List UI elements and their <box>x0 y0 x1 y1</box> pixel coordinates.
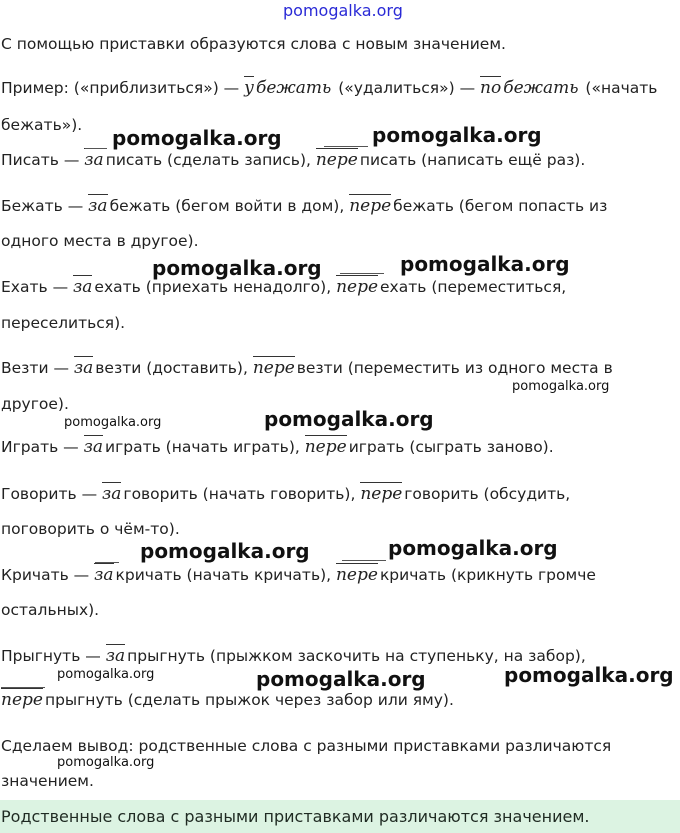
pair-line <box>1 646 586 666</box>
pair-text-2: говорить (обсудить, <box>404 485 571 503</box>
prefix-pere: пере <box>336 277 379 297</box>
pair-text-2: бежать (бегом попасть из <box>393 197 608 215</box>
prefix-za: за <box>105 646 126 666</box>
base-word: Играть <box>1 438 59 456</box>
prefix-pere: пере <box>360 484 403 504</box>
example-line <box>1 78 657 98</box>
pair-line-cont <box>1 690 454 710</box>
watermark-underline <box>324 146 368 147</box>
pair-text-2: прыгнуть (сделать прыжок через забор или яму). <box>44 691 454 709</box>
dash: — <box>58 151 85 169</box>
watermark: pomogalka.org <box>264 407 434 431</box>
watermark: pomogalka.org <box>57 755 155 770</box>
dash: — <box>58 438 84 456</box>
base-word: Писать <box>1 151 59 169</box>
conclusion-text-2: значением. <box>1 772 94 790</box>
pair-text-2: играть (сыграть заново). <box>348 438 554 456</box>
pair-text-1: писать (сделать запись), <box>105 151 316 169</box>
dash: — <box>48 359 74 377</box>
pair-line-cont: поговорить о чём-то). <box>1 520 180 538</box>
prefix-za: за <box>73 277 93 297</box>
watermark: pomogalka.org <box>140 539 310 563</box>
prefix-za: за <box>94 565 114 585</box>
example-line-2: бежать»). <box>1 116 83 134</box>
example-word-2: бежать <box>503 78 579 98</box>
base-word: Бежать <box>1 197 63 215</box>
pair-text-2: ехать (переместиться, <box>380 278 567 296</box>
dash: — <box>80 647 106 665</box>
watermark: pomogalka.org <box>388 536 558 560</box>
dash: — <box>47 278 73 296</box>
prefix-za: за <box>88 196 108 216</box>
pair-text-1: бежать (бегом войти в дом), <box>109 197 350 215</box>
watermark-underline <box>1 687 45 688</box>
dash: — <box>76 485 102 503</box>
base-word: Везти <box>1 359 49 377</box>
pair-text-1: кричать (начать кричать), <box>115 566 336 584</box>
watermark-underline <box>342 560 386 561</box>
prefix-za: за <box>73 358 94 378</box>
pair-line-cont: остальных). <box>1 601 100 619</box>
summary-text: Родственные слова с разными приставками различаются значением. <box>1 807 590 826</box>
summary-banner <box>0 800 680 833</box>
pair-text-1: ехать (приехать ненадолго), <box>94 278 337 296</box>
prefix-pere: пере <box>349 196 392 216</box>
watermark-underline <box>95 562 119 563</box>
prefix-za: за <box>83 437 104 457</box>
pair-text-2: писать (написать ещё раз). <box>359 151 586 169</box>
intro-text: С помощью приставки образуются слова с новым значением. <box>1 35 506 53</box>
example-lead: Пример: («приблизиться») — <box>1 79 245 97</box>
prefix-pere: пере <box>304 437 347 457</box>
example-mid: («удалиться») — <box>333 79 481 97</box>
base-word: Кричать <box>1 566 69 584</box>
prefix-u: у <box>244 78 254 98</box>
dash: — <box>68 566 95 584</box>
example-word-1: бежать <box>256 78 332 98</box>
pair-text-1: говорить (начать говорить), <box>123 485 361 503</box>
base-word: Ехать <box>1 278 48 296</box>
pair-line-cont: другое). <box>1 395 69 413</box>
prefix-za: за <box>102 484 122 504</box>
prefix-za: за <box>84 150 104 170</box>
pair-text-2: везти (переместить из одного места в <box>296 359 613 377</box>
pair-text-2: кричать (крикнуть громче <box>379 566 596 584</box>
watermark-underline <box>340 273 384 274</box>
prefix-pere: пере <box>1 690 43 710</box>
watermark: pomogalka.org <box>256 667 426 691</box>
pair-text-1: везти (доставить), <box>95 359 253 377</box>
pair-line <box>1 565 596 585</box>
base-word: Говорить <box>1 485 77 503</box>
conclusion-text: Сделаем вывод: родственные слова с разными приставками различаются <box>1 737 612 755</box>
pair-line <box>1 358 613 378</box>
watermark: pomogalka.org <box>57 667 155 682</box>
watermark-underline <box>85 148 107 149</box>
watermark: pomogalka.org <box>512 379 610 394</box>
watermark: pomogalka.org <box>64 415 162 430</box>
watermark: pomogalka.org <box>112 126 282 150</box>
pair-text-1: прыгнуть (прыжком заскочить на ступеньку, на забор), <box>127 647 586 665</box>
watermark-top: pomogalka.org <box>283 1 403 20</box>
pair-line <box>1 277 566 297</box>
prefix-po: по <box>480 78 502 98</box>
watermark: pomogalka.org <box>372 123 542 147</box>
pair-line-cont: одного места в другое). <box>1 232 199 250</box>
watermark: pomogalka.org <box>400 252 570 276</box>
pair-line-cont: переселиться). <box>1 314 126 332</box>
prefix-pere: пере <box>252 358 295 378</box>
example-tail: («начать <box>580 79 658 97</box>
watermark: pomogalka.org <box>504 663 674 687</box>
watermark: pomogalka.org <box>152 256 322 280</box>
pair-text-1: играть (начать играть), <box>105 438 305 456</box>
pair-line <box>1 150 585 170</box>
prefix-pere: пере <box>335 565 378 585</box>
dash: — <box>62 197 89 215</box>
prefix-pere: пере <box>315 150 358 170</box>
pair-line <box>1 196 607 216</box>
pair-line <box>1 484 570 504</box>
base-word: Прыгнуть <box>1 647 81 665</box>
pair-line <box>1 437 554 457</box>
